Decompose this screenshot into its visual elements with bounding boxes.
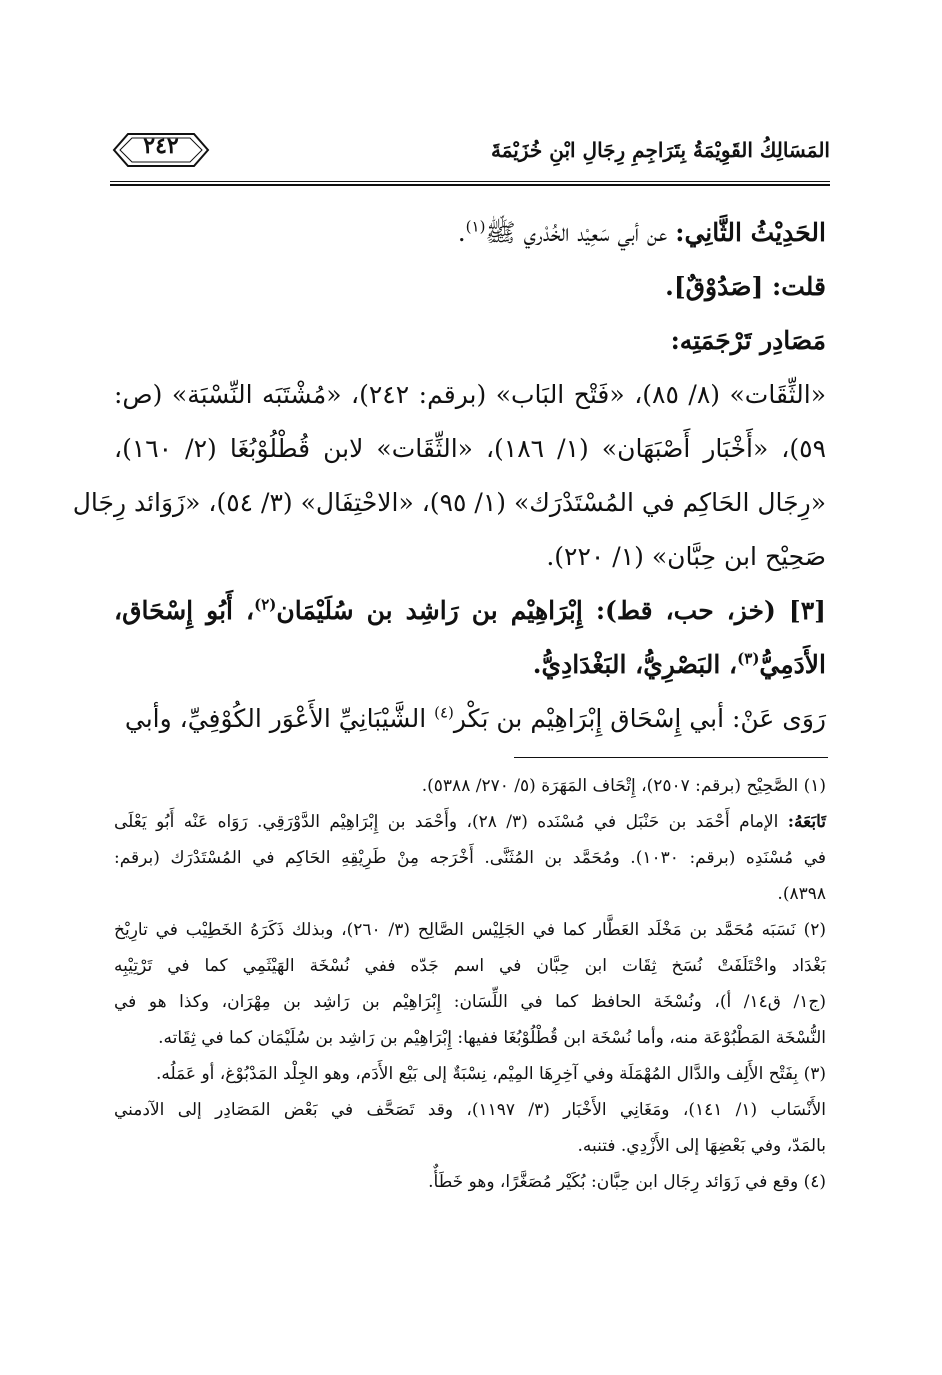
footnote-separator bbox=[514, 757, 828, 758]
footnote-3-line-3: بالمَدّ، وفي بَعْضِهَا إلى الأَزْدِي. فتنبه. bbox=[577, 1136, 826, 1156]
entry-nisba-1: الأَدَمِيُّ bbox=[759, 650, 826, 679]
footnote-2-line-3: (ج١/ ق١٤/ أ)، ونُسْخَة الحافظ كما في اللِّسَان: إِبْرَاهِيْم بن رَاشِد بن مِهْرَان، وكذا هو في bbox=[114, 992, 826, 1012]
honorific: ﷺ bbox=[485, 218, 524, 247]
footnote-ref-2: (٢) bbox=[254, 595, 277, 614]
footnotes bbox=[114, 768, 826, 1200]
footnote-3-line-1: (٣) بِفَتْح الأَلِف والدَّال المُهْمَلَة وفي آخِرِهَا المِيْم، نِسْبَةٌ إلى بَيْع الأَدَم، وهو الجِلْد المَدْبُوْغ، أو عَمَلُه. bbox=[155, 1064, 826, 1084]
rawa-line bbox=[114, 692, 826, 746]
page-number: ٢٤٢ bbox=[143, 133, 179, 159]
qult-line: قلت: [صَدُوْقٌ]. bbox=[665, 272, 826, 301]
entry-kunya: ، أَبُو إِسْحَاق، bbox=[114, 596, 255, 625]
sources-line-2: ٥٩)، «أَخْبَار أَصْبَهَان» (١/ ١٨٦)، «الثِّقَات» لابن قُطْلُوْبُغَا (٢/ ١٦٠)، bbox=[114, 434, 826, 463]
footnote-1-line-2 bbox=[114, 804, 826, 840]
footnote-4-line-1: (٤) وقع في زَوَائد رِجَال ابن حِبَّان: بُكَيْر مُصَغَّرًا، وهو خَطَأٌ. bbox=[428, 1172, 826, 1192]
sources-line-3: «رِجَال الحَاكِم في المُسْتَدْرَك» (١/ ٩٥)، «الاحْتِفَال» (٣/ ٥٤)، «زَوَائد رِجَال bbox=[72, 488, 826, 517]
sources-line-4: صَحِيْح ابن حِبَّان» (١/ ٢٢٠). bbox=[546, 542, 826, 571]
entry-heading-line-1 bbox=[114, 584, 826, 638]
footnote-3-line-2: الأَنْسَاب (١/ ١٤١)، ومَغَانِي الأَخْبَار (٣/ ١١٩٧)، وقد تَصَحَّف في بَعْض المَصَادِر إلى الآدمني bbox=[114, 1100, 826, 1120]
footnote-ref-4: (٤) bbox=[434, 703, 454, 722]
entry-heading-line-2 bbox=[114, 638, 826, 692]
footnote-1-label: تَابَعَهُ: bbox=[787, 812, 827, 832]
rawa-end: الشَّيْبَانِيِّ الأَعْوَر الكُوْفِيِّ، وأبي bbox=[124, 704, 435, 733]
footnote-1-line-3: في مُسْنَدِه (برقم: ١٠٣٠). ومُحَمَّد بن المُثَنَّى. أَخْرَجه مِنْ طَرِيْقِهِ الحَاكِم في المُسْتَدْرَك (برقم: bbox=[114, 848, 826, 868]
sources-line-1: «الثِّقَات» (٨/ ٨٥)، «فَتْح البَاب» (برقم: ٢٤٢)، «مُشْتَبَه النِّسْبَة» (ص: bbox=[114, 380, 827, 409]
hadith-label: الحَدِيْثُ الثَّانِي: bbox=[675, 218, 826, 247]
header-rule-thin bbox=[110, 181, 830, 182]
book-title: المَسَالِكُ القَوِيْمَةُ بِتَرَاجِمِ رِجَالِ ابْنِ خُزَيْمَةَ bbox=[491, 138, 830, 162]
rawa-start: رَوَى عَنْ: أبي إِسْحَاق إِبْرَاهِيْم بن بَكْر bbox=[453, 704, 826, 733]
footnote-2-line-4: النُّسْخَة المَطْبُوْعَة منه، وأما نُسْخَة ابن قُطْلُوْبُغَا ففيها: إِبْرَاهِيْم بن رَاشِد بن سُلَيْمَان كما في ثِقَاته. bbox=[158, 1028, 826, 1048]
footnote-2-line-2: بَغْدَاد واخْتَلَفَتْ نُسَخ ثِقَات ابن حِبَّان في اسم جَدّه ففي نُسْخَة الهَيْثَمِي كما في تَرْتِيْبِه bbox=[114, 956, 826, 976]
footnote-2-line-1: (٢) نَسَبَه مُحَمَّد بن مَخْلَد العَطَّار كما في الجَلِيْس الصَّالِح (٣/ ٢٦٠)، وبذلك ذَكَرَهُ الخَطِيْب في تارِيْخ bbox=[114, 920, 826, 940]
sources-heading: مَصَادِر تَرْجَمَتِه: bbox=[670, 326, 826, 355]
entry-name: [٣] (خز، حب، قط): إِبْرَاهِيْم بن رَاشِد بن سُلَيْمَان bbox=[276, 596, 826, 625]
running-header bbox=[110, 130, 830, 180]
footnote-ref-1: (١) bbox=[465, 217, 486, 236]
footnote-1-line-1: (١) الصَّحِيْح (برقم: ٢٥٠٧)، إِتْحَاف المَهَرَة (٥/ ٢٧٠/ ٥٣٨٨). bbox=[421, 776, 826, 796]
hadith-line bbox=[114, 206, 826, 260]
entry-nisba-rest: ، البَصْرِيُّ، البَغْدَادِيُّ. bbox=[532, 650, 738, 679]
main-text bbox=[72, 206, 827, 746]
page-number-badge bbox=[110, 130, 212, 170]
header-rule-thick bbox=[110, 184, 830, 186]
hadith-text: عن أبي سَعِيْد الخُدْري bbox=[523, 218, 676, 247]
hadith-end: . bbox=[457, 218, 466, 247]
footnote-1-line-2-text: الإمام أَحْمَد بن حَنْبَل في مُسْنَده (٣/ ٢٨)، وأَحْمَد بن إِبْرَاهِيْم الدَّوْرَقِي. رَوَاه عَنْه أَبُو يَعْلَى bbox=[114, 812, 788, 832]
footnote-1-line-4: ٨٣٩٨). bbox=[777, 884, 826, 904]
footnote-ref-3: (٣) bbox=[737, 649, 760, 668]
